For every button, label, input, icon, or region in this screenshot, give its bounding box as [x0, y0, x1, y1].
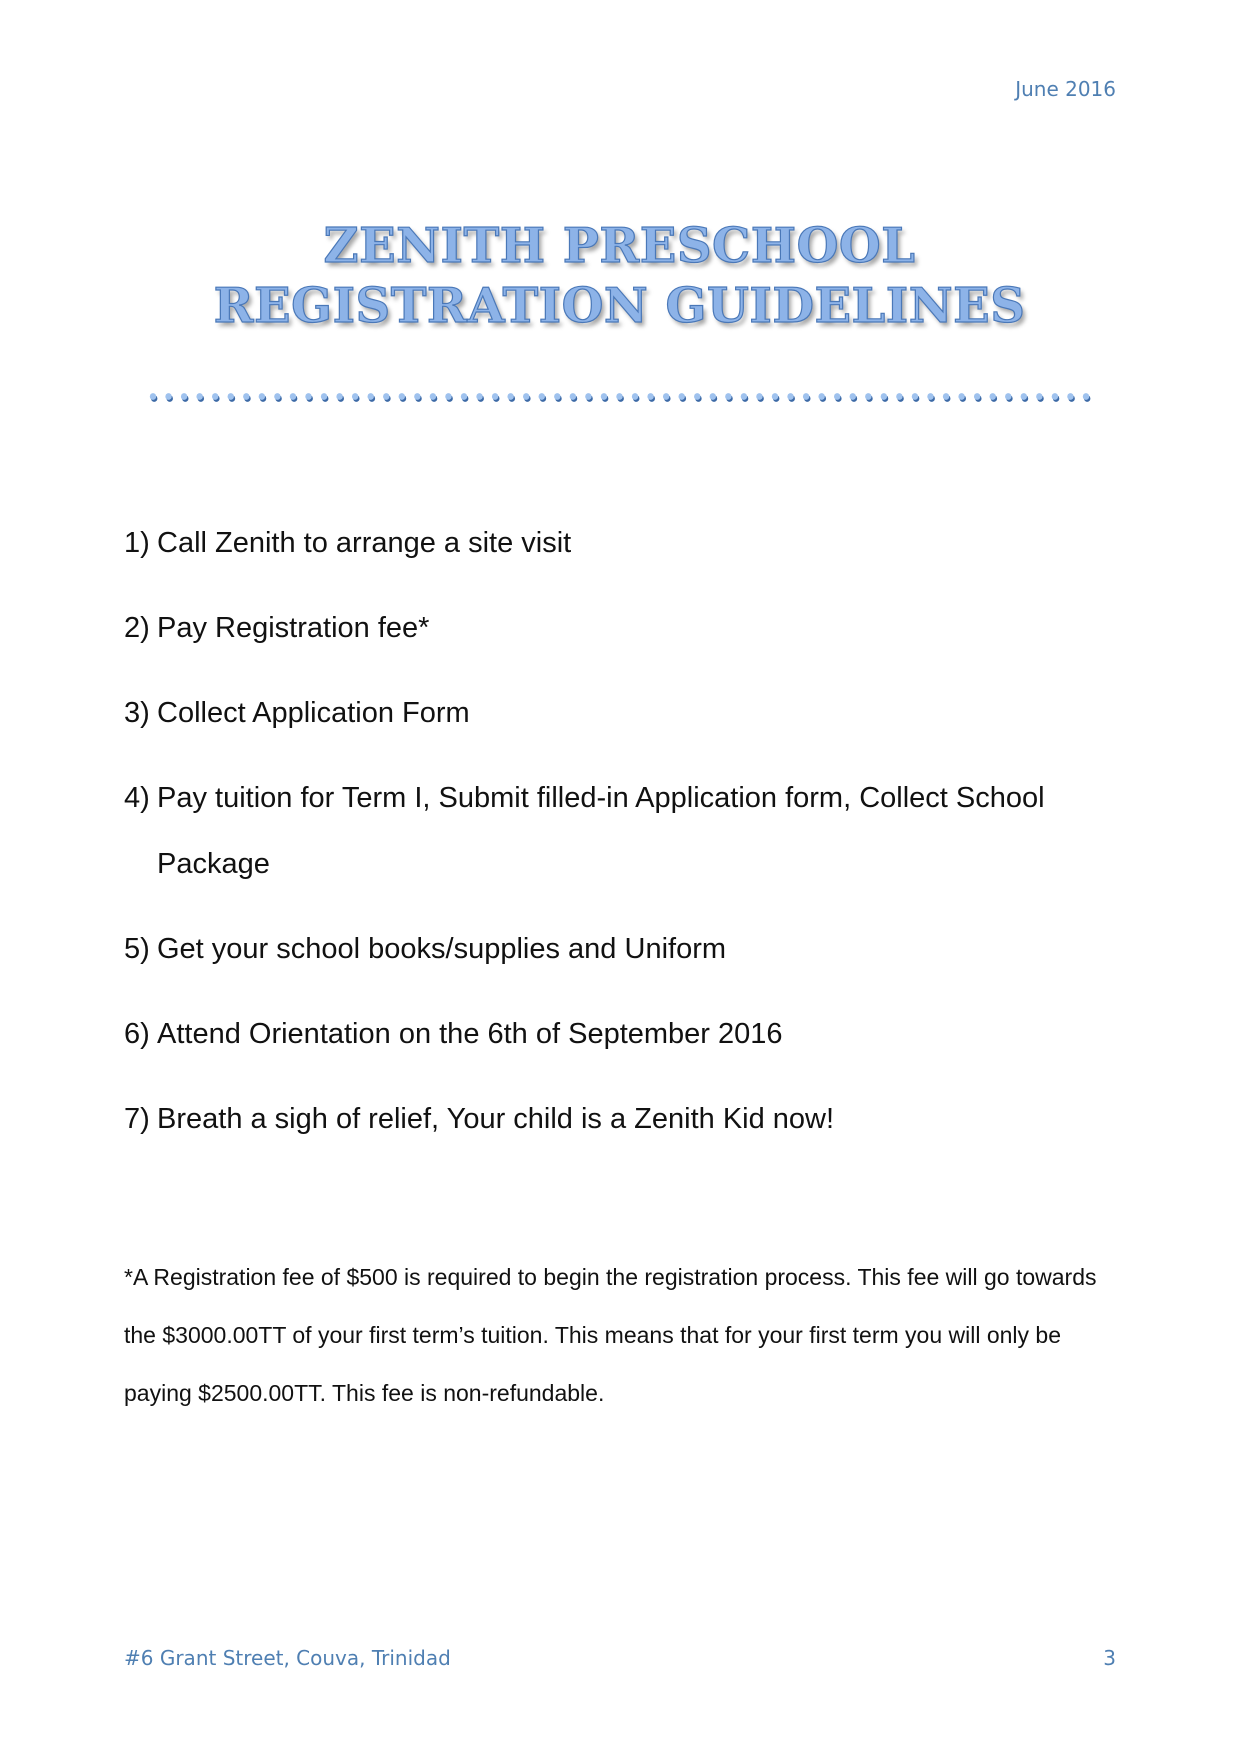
list-item: [124, 765, 1084, 897]
step-text: Get your school books/supplies and Uniform: [157, 933, 727, 965]
divider-dot: [725, 393, 731, 400]
divider-dot: [1021, 393, 1027, 400]
title-line-1: ZENITH PRESCHOOL: [323, 218, 916, 274]
divider-dot: [274, 393, 280, 400]
divider-dot: [834, 393, 840, 400]
page-number: 3: [1103, 1646, 1116, 1670]
list-item: [124, 595, 1084, 661]
step-number: 7): [124, 1103, 150, 1135]
list-item: [124, 1001, 1084, 1067]
divider-dot: [710, 393, 716, 400]
title-line-2: REGISTRATION GUIDELINES: [213, 278, 1026, 334]
list-item: [124, 510, 1084, 576]
divider-dot: [259, 393, 265, 400]
divider-dot: [368, 393, 374, 400]
divider-dot: [321, 393, 327, 400]
divider-dot: [787, 393, 793, 400]
divider-dot: [305, 393, 311, 400]
divider-dot: [243, 393, 249, 400]
divider-dot: [663, 393, 669, 400]
divider-dot: [399, 393, 405, 400]
page-title: [0, 216, 1239, 336]
divider-dot: [383, 393, 389, 400]
divider-dot: [165, 393, 171, 400]
divider-dot: [927, 393, 933, 400]
divider-dot: [228, 393, 234, 400]
step-number: 1): [124, 527, 150, 559]
divider-dot: [461, 393, 467, 400]
divider-dot: [1005, 393, 1011, 400]
divider-dot: [196, 393, 202, 400]
divider-dot: [772, 393, 778, 400]
divider-dot: [1052, 393, 1058, 400]
divider-dot: [492, 393, 498, 400]
divider-dot: [647, 393, 653, 400]
divider-dot: [896, 393, 902, 400]
divider-dot: [881, 393, 887, 400]
list-item: [124, 680, 1084, 746]
divider-dot: [756, 393, 762, 400]
divider-dot: [585, 393, 591, 400]
list-item: [124, 1086, 1084, 1152]
steps-list: [124, 510, 1084, 1171]
divider-dot: [414, 393, 420, 400]
list-item: [124, 916, 1084, 982]
step-number: 4): [124, 782, 150, 814]
divider-dot: [290, 393, 296, 400]
divider-dot: [445, 393, 451, 400]
divider-dot: [601, 393, 607, 400]
divider-dot: [336, 393, 342, 400]
divider-dot: [850, 393, 856, 400]
step-number: 2): [124, 612, 150, 644]
divider-dot: [539, 393, 545, 400]
divider-dot: [476, 393, 482, 400]
footer-address: #6 Grant Street, Couva, Trinidad: [124, 1646, 451, 1670]
divider-dot: [1083, 393, 1089, 400]
divider-dot: [150, 393, 156, 400]
divider-dot: [181, 393, 187, 400]
registration-fee-footnote: *A Registration fee of $500 is required to begin the registration process. This fee will go towards the $3000.00TT of your first term’s tuition. This means that for your first term you will only be paying $2500.00TT. This fee is non-refundable.: [124, 1264, 1097, 1406]
step-number: 5): [124, 933, 150, 965]
step-text: Pay Registration fee*: [157, 612, 430, 644]
step-text: Call Zenith to arrange a site visit: [157, 527, 572, 559]
divider-dot: [570, 393, 576, 400]
divider-dot: [803, 393, 809, 400]
divider-dot: [507, 393, 513, 400]
step-text: Attend Orientation on the 6th of September 2016: [157, 1018, 783, 1050]
divider-dot: [212, 393, 218, 400]
divider-dot: [616, 393, 622, 400]
divider-dot: [741, 393, 747, 400]
divider-dot: [912, 393, 918, 400]
divider-dot: [352, 393, 358, 400]
step-text: Breath a sigh of relief, Your child is a Zenith Kid now!: [157, 1103, 835, 1135]
step-number: 3): [124, 697, 150, 729]
divider-dot: [958, 393, 964, 400]
step-number: 6): [124, 1018, 150, 1050]
divider-dot: [554, 393, 560, 400]
dotted-divider: [148, 390, 1100, 404]
divider-dot: [430, 393, 436, 400]
divider-dot: [943, 393, 949, 400]
divider-dot: [865, 393, 871, 400]
divider-dot: [974, 393, 980, 400]
divider-dot: [818, 393, 824, 400]
header-date: June 2016: [1015, 77, 1116, 101]
divider-dot: [990, 393, 996, 400]
divider-dot: [694, 393, 700, 400]
divider-dot: [1067, 393, 1073, 400]
divider-dot: [679, 393, 685, 400]
divider-dot: [1036, 393, 1042, 400]
divider-dot: [523, 393, 529, 400]
step-text: Pay tuition for Term I, Submit filled-in Application form, Collect School Package: [157, 782, 1045, 880]
step-text: Collect Application Form: [157, 697, 470, 729]
divider-dot: [632, 393, 638, 400]
